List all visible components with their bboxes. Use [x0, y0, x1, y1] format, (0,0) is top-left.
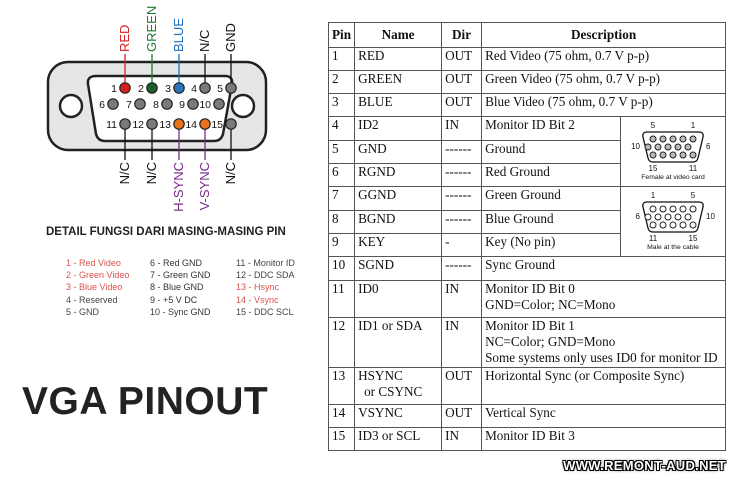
pin-number: 5 [217, 83, 223, 95]
legend-item: 4 - Reserved [66, 294, 118, 305]
pin-number: 14 [185, 119, 197, 131]
pin-number: 13 [159, 119, 171, 131]
legend-item: 14 - Vsync [236, 294, 279, 305]
description-cell: Vertical Sync [482, 405, 726, 428]
pin-number: 15 [211, 119, 223, 131]
table-row [329, 281, 726, 318]
description-cell: Horizontal Sync (or Composite Sync) [482, 368, 726, 405]
description-cell: Monitor ID Bit 3 [482, 428, 726, 451]
description-line: GND=Color; NC=Mono [485, 297, 616, 312]
legend-item: 1 - Red Video [66, 258, 121, 268]
pin-cell: 4 [329, 117, 355, 141]
pin-number: 12 [132, 119, 144, 131]
table-row [329, 187, 726, 211]
pin-number: 10 [199, 99, 211, 111]
description-cell: Monitor ID Bit 2 [482, 117, 621, 141]
legend-item: 13 - Hsync [236, 282, 280, 293]
legend-col-2 [150, 257, 211, 318]
name-cell: ID3 or SCL [355, 428, 442, 451]
pin-cell: 5 [329, 141, 355, 164]
dir-cell: OUT [442, 94, 482, 117]
pin-number: 4 [191, 83, 197, 95]
name-cell: SGND [355, 257, 442, 281]
name-cell: RED [355, 48, 442, 71]
table-row [329, 428, 726, 451]
description-cell: Red Ground [482, 164, 621, 187]
pin-cell: 2 [329, 71, 355, 94]
legend-item: 6 - Red GND [150, 258, 203, 268]
pin-number: 3 [165, 83, 171, 95]
svg-text:6: 6 [706, 141, 711, 151]
svg-text:1: 1 [690, 120, 696, 130]
table-row [329, 94, 726, 117]
detail-title: DETAIL FUNGSI DARI MASING-MASING PIN [46, 226, 286, 238]
dir-cell: OUT [442, 368, 482, 405]
male-connector-cell [621, 187, 726, 257]
pin-cell: 8 [329, 211, 355, 234]
description-cell: Green Ground [482, 187, 621, 211]
header-dir: Dir [442, 23, 482, 48]
name-cell: ID1 or SDA [355, 318, 442, 368]
pinout-table [328, 22, 726, 451]
table-row [329, 368, 726, 405]
top-labels [117, 6, 238, 52]
description-cell: Red Video (75 ohm, 0.7 V p-p) [482, 48, 726, 71]
legend-item: 15 - DDC SCL [236, 306, 294, 317]
description-cell [482, 281, 726, 318]
svg-text:10: 10 [706, 211, 715, 221]
pin-number: 8 [153, 99, 159, 111]
name-cell: ID0 [355, 281, 442, 318]
name-cell: RGND [355, 164, 442, 187]
watermark: WWW.REMONT-AUD.NET [563, 458, 726, 473]
pin-number: 2 [138, 83, 144, 95]
bottom-label-2: H-SYNC [171, 162, 186, 212]
description-cell: Sync Ground [482, 257, 726, 281]
bottom-label-3: V-SYNC [197, 162, 212, 211]
pin-cell: 14 [329, 405, 355, 428]
pin-cell: 13 [329, 368, 355, 405]
legend-item: 10 - Sync GND [150, 306, 211, 317]
name-cell: GREEN [355, 71, 442, 94]
top-label-1: GREEN [144, 5, 159, 52]
name-cell: GGND [355, 187, 442, 211]
pin-cell: 7 [329, 187, 355, 211]
description-cell: Blue Video (75 ohm, 0.7 V p-p) [482, 94, 726, 117]
svg-text:1: 1 [650, 190, 656, 200]
top-label-2: BLUE [171, 18, 186, 52]
name-cell: BLUE [355, 94, 442, 117]
svg-text:5: 5 [650, 120, 656, 130]
table-header-row [329, 23, 726, 48]
name-line: or CSYNC [364, 384, 423, 399]
dir-cell: - [442, 234, 482, 257]
dir-cell: OUT [442, 48, 482, 71]
pin-cell: 10 [329, 257, 355, 281]
top-label-0: RED [117, 24, 132, 52]
bottom-labels [117, 162, 238, 212]
name-cell [355, 368, 442, 405]
pin-number: 1 [111, 83, 117, 95]
pin-cell: 12 [329, 318, 355, 368]
legend-item: 9 - +5 V DC [150, 294, 198, 305]
name-cell: BGND [355, 211, 442, 234]
description-line: Monitor ID Bit 0 [485, 281, 575, 296]
legend-item: 11 - Monitor ID [236, 258, 295, 268]
name-line: HSYNC [358, 368, 403, 383]
table-row [329, 257, 726, 281]
legend-item: 3 - Blue Video [66, 282, 123, 293]
dir-cell: IN [442, 281, 482, 318]
dir-cell: IN [442, 318, 482, 368]
female-connector-icon [623, 120, 723, 180]
svg-text:15: 15 [688, 233, 698, 243]
pin-number: 9 [179, 99, 185, 111]
description-line: Some systems only uses ID0 for monitor ID [485, 350, 718, 365]
table-row [329, 318, 726, 368]
dir-cell: ------ [442, 164, 482, 187]
table-row [329, 48, 726, 71]
table-row [329, 117, 726, 141]
svg-text:11: 11 [648, 233, 658, 243]
name-cell: GND [355, 141, 442, 164]
description-line: Monitor ID Bit 1 [485, 318, 575, 333]
name-cell: ID2 [355, 117, 442, 141]
male-connector-icon [623, 190, 723, 250]
svg-text:6: 6 [635, 211, 641, 221]
svg-text:10: 10 [631, 141, 641, 151]
legend-col-3 [236, 257, 295, 318]
legend-item: 5 - GND [66, 306, 100, 317]
mounting-hole-left [60, 95, 82, 117]
female-connector-cell [621, 117, 726, 187]
table-row [329, 405, 726, 428]
legend-item: 8 - Blue GND [150, 282, 204, 293]
bottom-label-0: N/C [117, 162, 132, 185]
table-row [329, 71, 726, 94]
pin-cell: 15 [329, 428, 355, 451]
dir-cell: ------ [442, 141, 482, 164]
dir-cell: IN [442, 117, 482, 141]
description-cell: Green Video (75 ohm, 0.7 V p-p) [482, 71, 726, 94]
pin-number: 11 [106, 119, 117, 131]
description-cell: Key (No pin) [482, 234, 621, 257]
legend-item: 7 - Green GND [150, 270, 211, 281]
svg-text:5: 5 [690, 190, 696, 200]
dir-cell: OUT [442, 405, 482, 428]
legend-col-1 [66, 257, 129, 318]
mounting-hole-right [232, 95, 254, 117]
svg-text:11: 11 [688, 163, 698, 173]
header-name: Name [355, 23, 442, 48]
bottom-label-4: N/C [223, 162, 238, 185]
name-cell: VSYNC [355, 405, 442, 428]
legend-item: 2 - Green Video [66, 270, 130, 281]
top-label-4: GND [223, 23, 238, 52]
dir-cell: IN [442, 428, 482, 451]
pin-cell: 1 [329, 48, 355, 71]
dir-cell: ------ [442, 211, 482, 234]
dir-cell: ------ [442, 257, 482, 281]
vga-connector-diagram [0, 0, 320, 215]
header-description: Description [482, 23, 726, 48]
header-pin: Pin [329, 23, 355, 48]
legend-item: 12 - DDC SDA [236, 270, 295, 281]
description-cell [482, 318, 726, 368]
description-line: NC=Color; GND=Mono [485, 334, 616, 349]
svg-text:Female at video card: Female at video card [641, 173, 705, 180]
vga-pinout-title: VGA PINOUT [22, 380, 269, 423]
dir-cell: ------ [442, 187, 482, 211]
pin-number: 6 [99, 99, 105, 111]
top-label-3: N/C [197, 29, 212, 52]
bottom-label-1: N/C [144, 162, 159, 185]
svg-text:Male at the cable: Male at the cable [647, 243, 699, 250]
dir-cell: OUT [442, 71, 482, 94]
svg-text:15: 15 [648, 163, 658, 173]
pin-cell: 11 [329, 281, 355, 318]
pin-number: 7 [126, 99, 132, 111]
pin-cell: 3 [329, 94, 355, 117]
name-cell: KEY [355, 234, 442, 257]
pin-cell: 9 [329, 234, 355, 257]
description-cell: Ground [482, 141, 621, 164]
description-cell: Blue Ground [482, 211, 621, 234]
pin-cell: 6 [329, 164, 355, 187]
